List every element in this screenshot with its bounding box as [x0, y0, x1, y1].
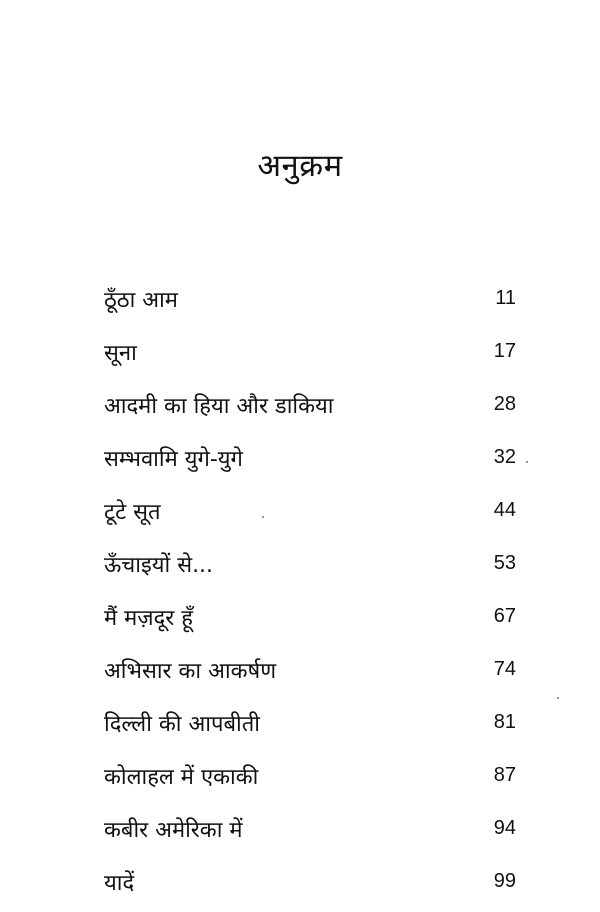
paper-speck — [557, 697, 559, 699]
toc-entry-page: 74 — [493, 658, 516, 680]
toc-entry-title: ठूँठा आम — [104, 287, 178, 313]
toc-entry-title: मैं मज़दूर हूँ — [104, 605, 193, 631]
toc-entry — [104, 696, 516, 749]
toc-entry-page: 81 — [493, 711, 516, 733]
toc-entry-page: 94 — [493, 817, 516, 839]
toc-entry — [104, 431, 516, 484]
toc-entry — [104, 802, 516, 855]
toc-entry — [104, 590, 516, 643]
toc-entry — [104, 325, 516, 378]
toc-entry-page: 53 — [493, 552, 516, 574]
toc-entry-title: सम्भवामि युगे-युगे — [104, 446, 243, 472]
toc-entry — [104, 855, 516, 908]
toc-entry — [104, 272, 516, 325]
toc-entry-page: 99 — [493, 870, 516, 892]
toc-entry-page: 28 — [493, 393, 516, 415]
toc-entry-title: कोलाहल में एकाकी — [104, 764, 259, 790]
paper-speck — [526, 461, 528, 463]
toc-entry — [104, 537, 516, 590]
toc-entry — [104, 749, 516, 802]
toc-entry-title: टूटे सूत — [104, 499, 161, 525]
toc-entry-page: 67 — [493, 605, 516, 627]
toc-entry-title: यादें — [104, 870, 135, 896]
toc-entry-title: सूना — [104, 340, 137, 366]
toc-entry-page: 11 — [495, 287, 516, 309]
toc-entry-title: आदमी का हिया और डाकिया — [104, 393, 334, 419]
toc-entry-page: 17 — [493, 340, 516, 362]
toc-entry-page: 44 — [493, 499, 516, 521]
toc-entry-page: 87 — [493, 764, 516, 786]
toc-entry-title: दिल्ली की आपबीती — [104, 711, 260, 737]
toc-entry-page: 32 — [493, 446, 516, 468]
table-of-contents — [104, 272, 516, 908]
toc-entry — [104, 378, 516, 431]
toc-entry-title: अभिसार का आकर्षण — [104, 658, 277, 684]
page-title: अनुक्रम — [257, 148, 343, 184]
toc-entry — [104, 484, 516, 537]
toc-entry-title: ऊँचाइयों से... — [104, 552, 214, 578]
paper-speck — [262, 516, 264, 518]
toc-entry-title: कबीर अमेरिका में — [104, 817, 243, 843]
toc-entry — [104, 643, 516, 696]
